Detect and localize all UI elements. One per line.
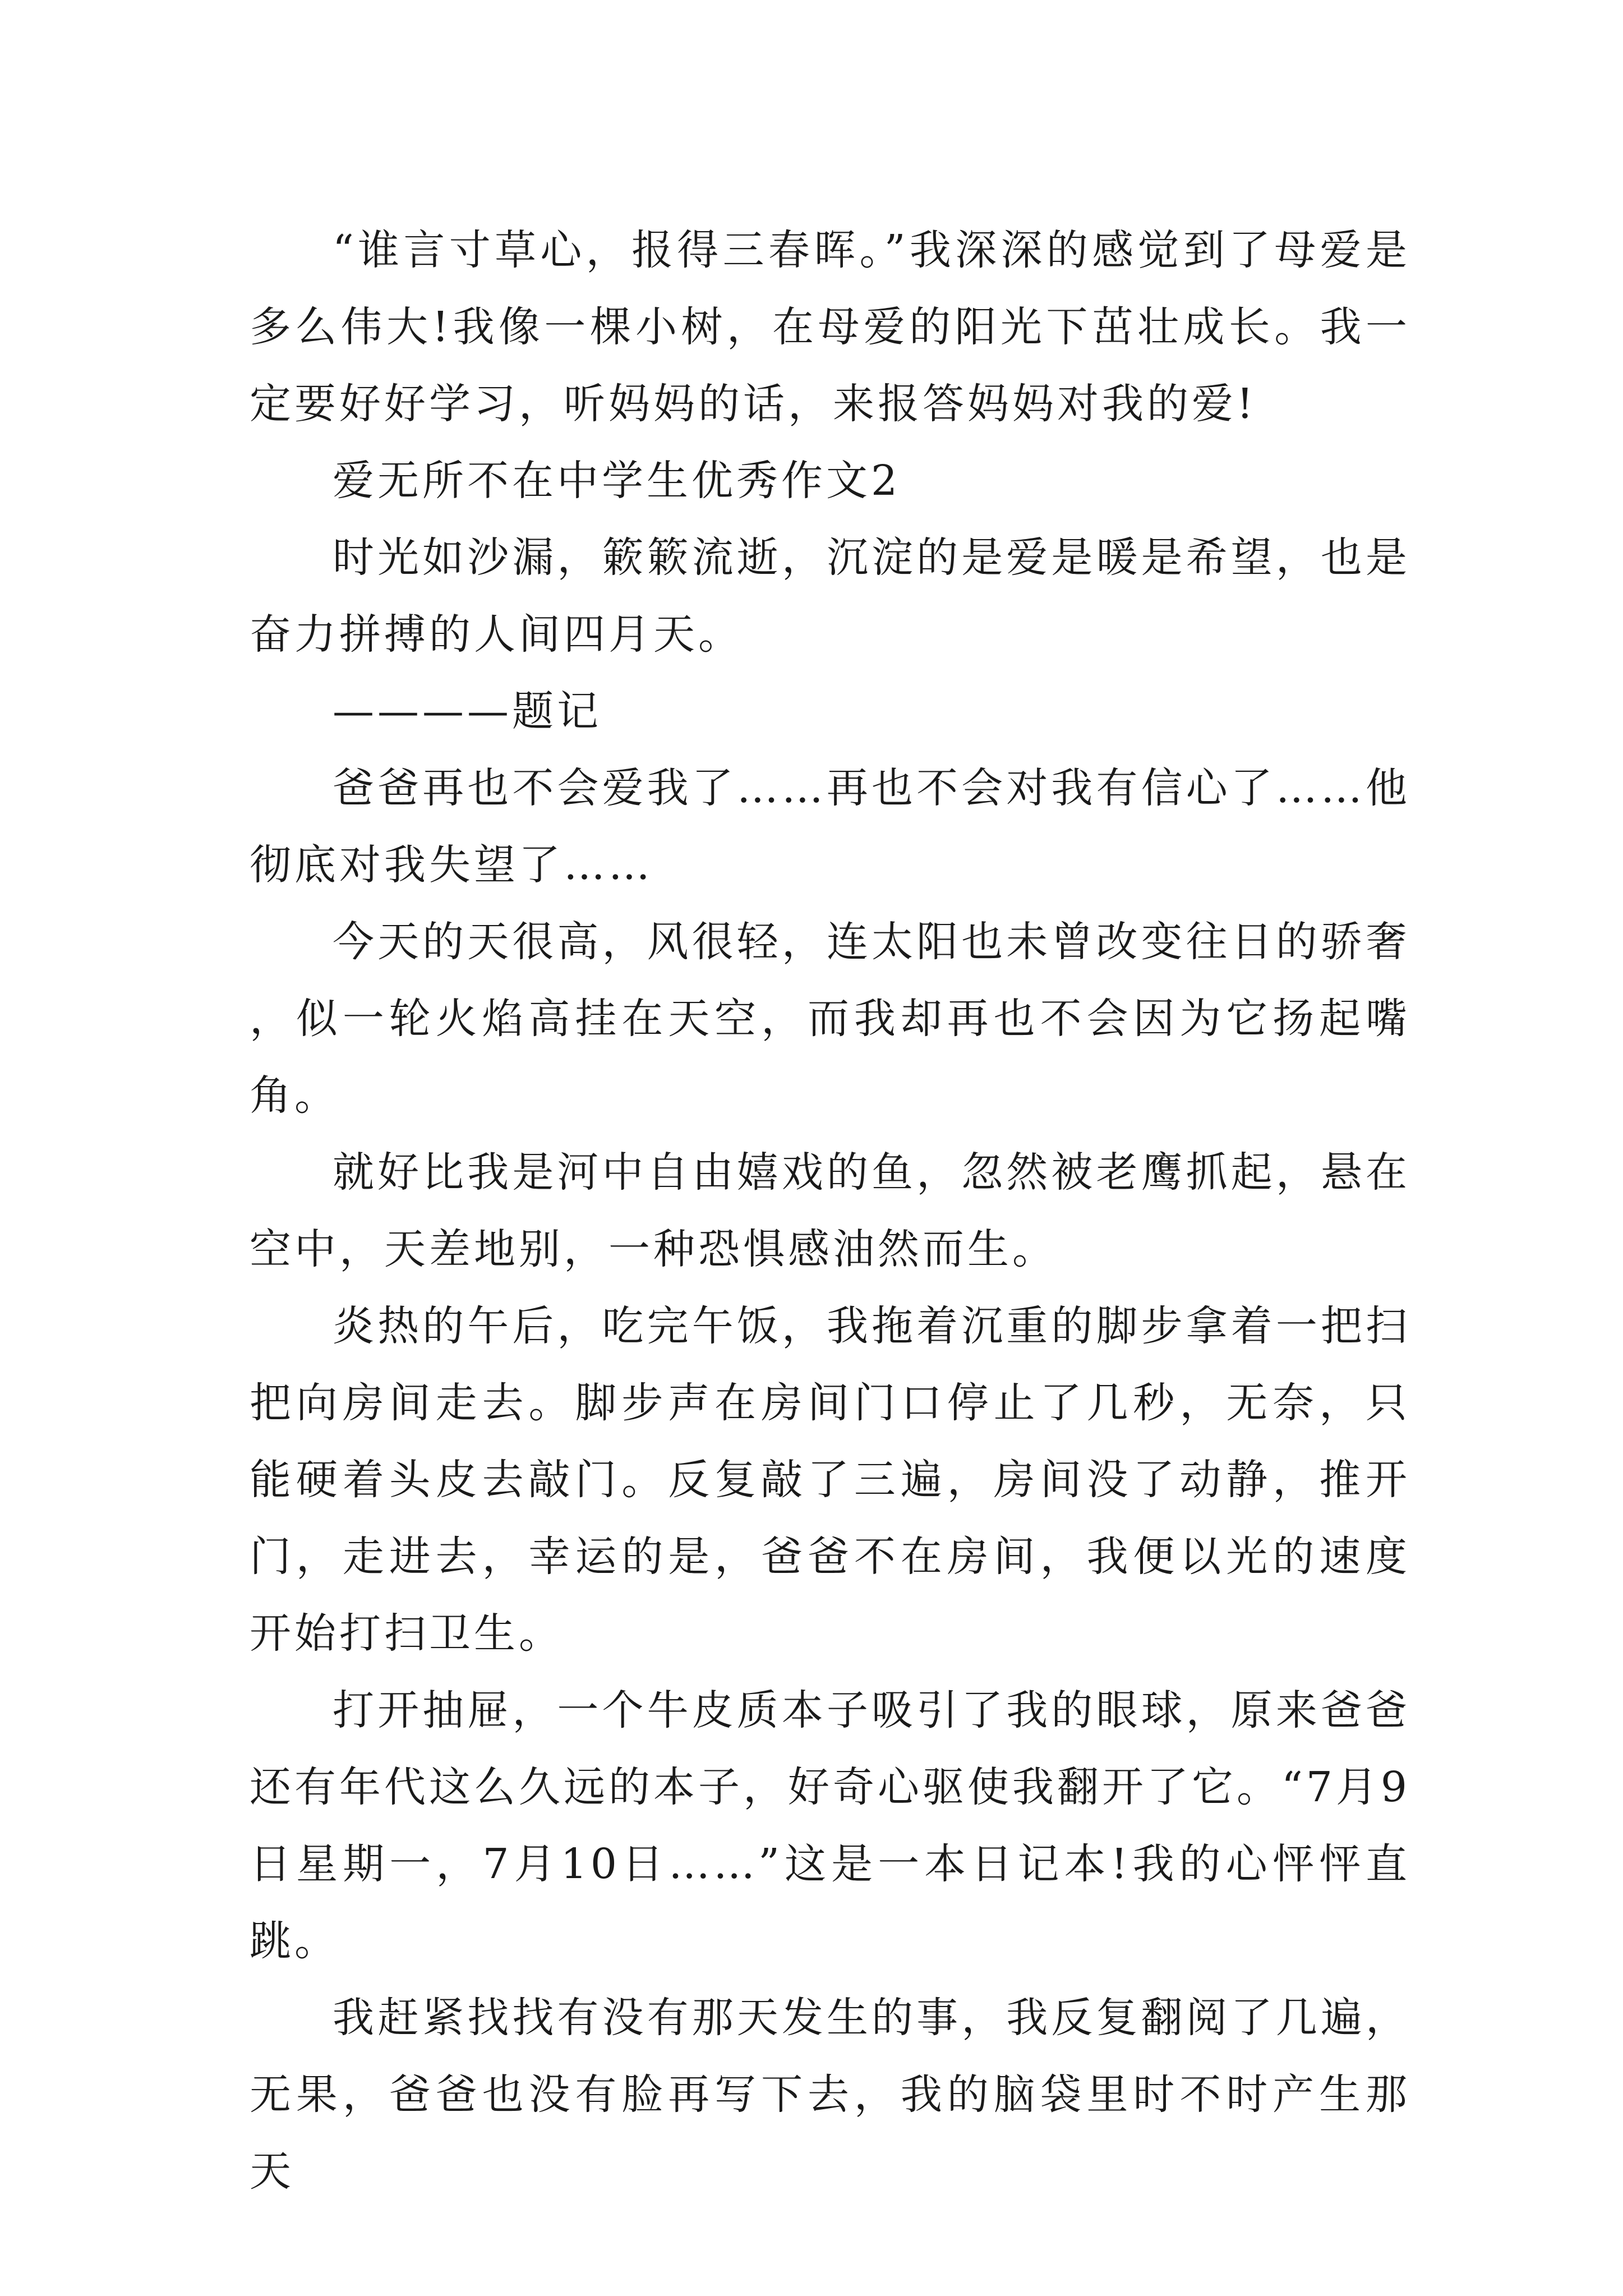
paragraph-3: 时光如沙漏，簌簌流逝，沉淀的是爱是暖是希望，也是奋力拼搏的人间四月天。 xyxy=(250,533,1410,659)
paragraph-1: “谁言寸草心，报得三春晖。”我深深的感觉到了母爱是多么伟大!我像一棵小树，在母爱的阳光下茁壮成长。我一定要好好学习，听妈妈的话，来报答妈妈对我的爱! xyxy=(250,226,1410,428)
paragraph-10: 我赶紧找找有没有那天发生的事，我反复翻阅了几遍，无果，爸爸也没有脸再写下去，我的脑袋里时不时产生那天 xyxy=(250,1994,1410,2196)
paragraph-7: 就好比我是河中自由嬉戏的鱼，忽然被老鹰抓起，悬在空中，天差地别，一种恐惧感油然而生。 xyxy=(250,1148,1410,1273)
inscription-signature: ————题记 xyxy=(333,687,602,735)
essay-body xyxy=(250,212,1410,2210)
paragraph-5: 爸爸再也不会爱我了……再也不会对我有信心了……他彻底对我失望了…… xyxy=(250,764,1410,889)
essay-title: 爱无所不在中学生优秀作文2 xyxy=(333,457,901,505)
paragraph-6: 今天的天很高，风很轻，连太阳也未曾改变往日的骄奢，似一轮火焰高挂在天空，而我却再也不会因为它扬起嘴角。 xyxy=(250,918,1410,1120)
paragraph-8: 炎热的午后，吃完午饭，我拖着沉重的脚步拿着一把扫把向房间走去。脚步声在房间门口停止了几秒，无奈，只能硬着头皮去敲门。反复敲了三遍，房间没了动静，推开门，走进去，幸运的是，爸爸不在房间，我便以光的速度开始打扫卫生。 xyxy=(250,1302,1410,1658)
paragraph-9: 打开抽屉，一个牛皮质本子吸引了我的眼球，原来爸爸还有年代这么久远的本子，好奇心驱使我翻开了它。“7月9日星期一，7月10日……”这是一本日记本!我的心怦怦直跳。 xyxy=(250,1686,1410,1965)
